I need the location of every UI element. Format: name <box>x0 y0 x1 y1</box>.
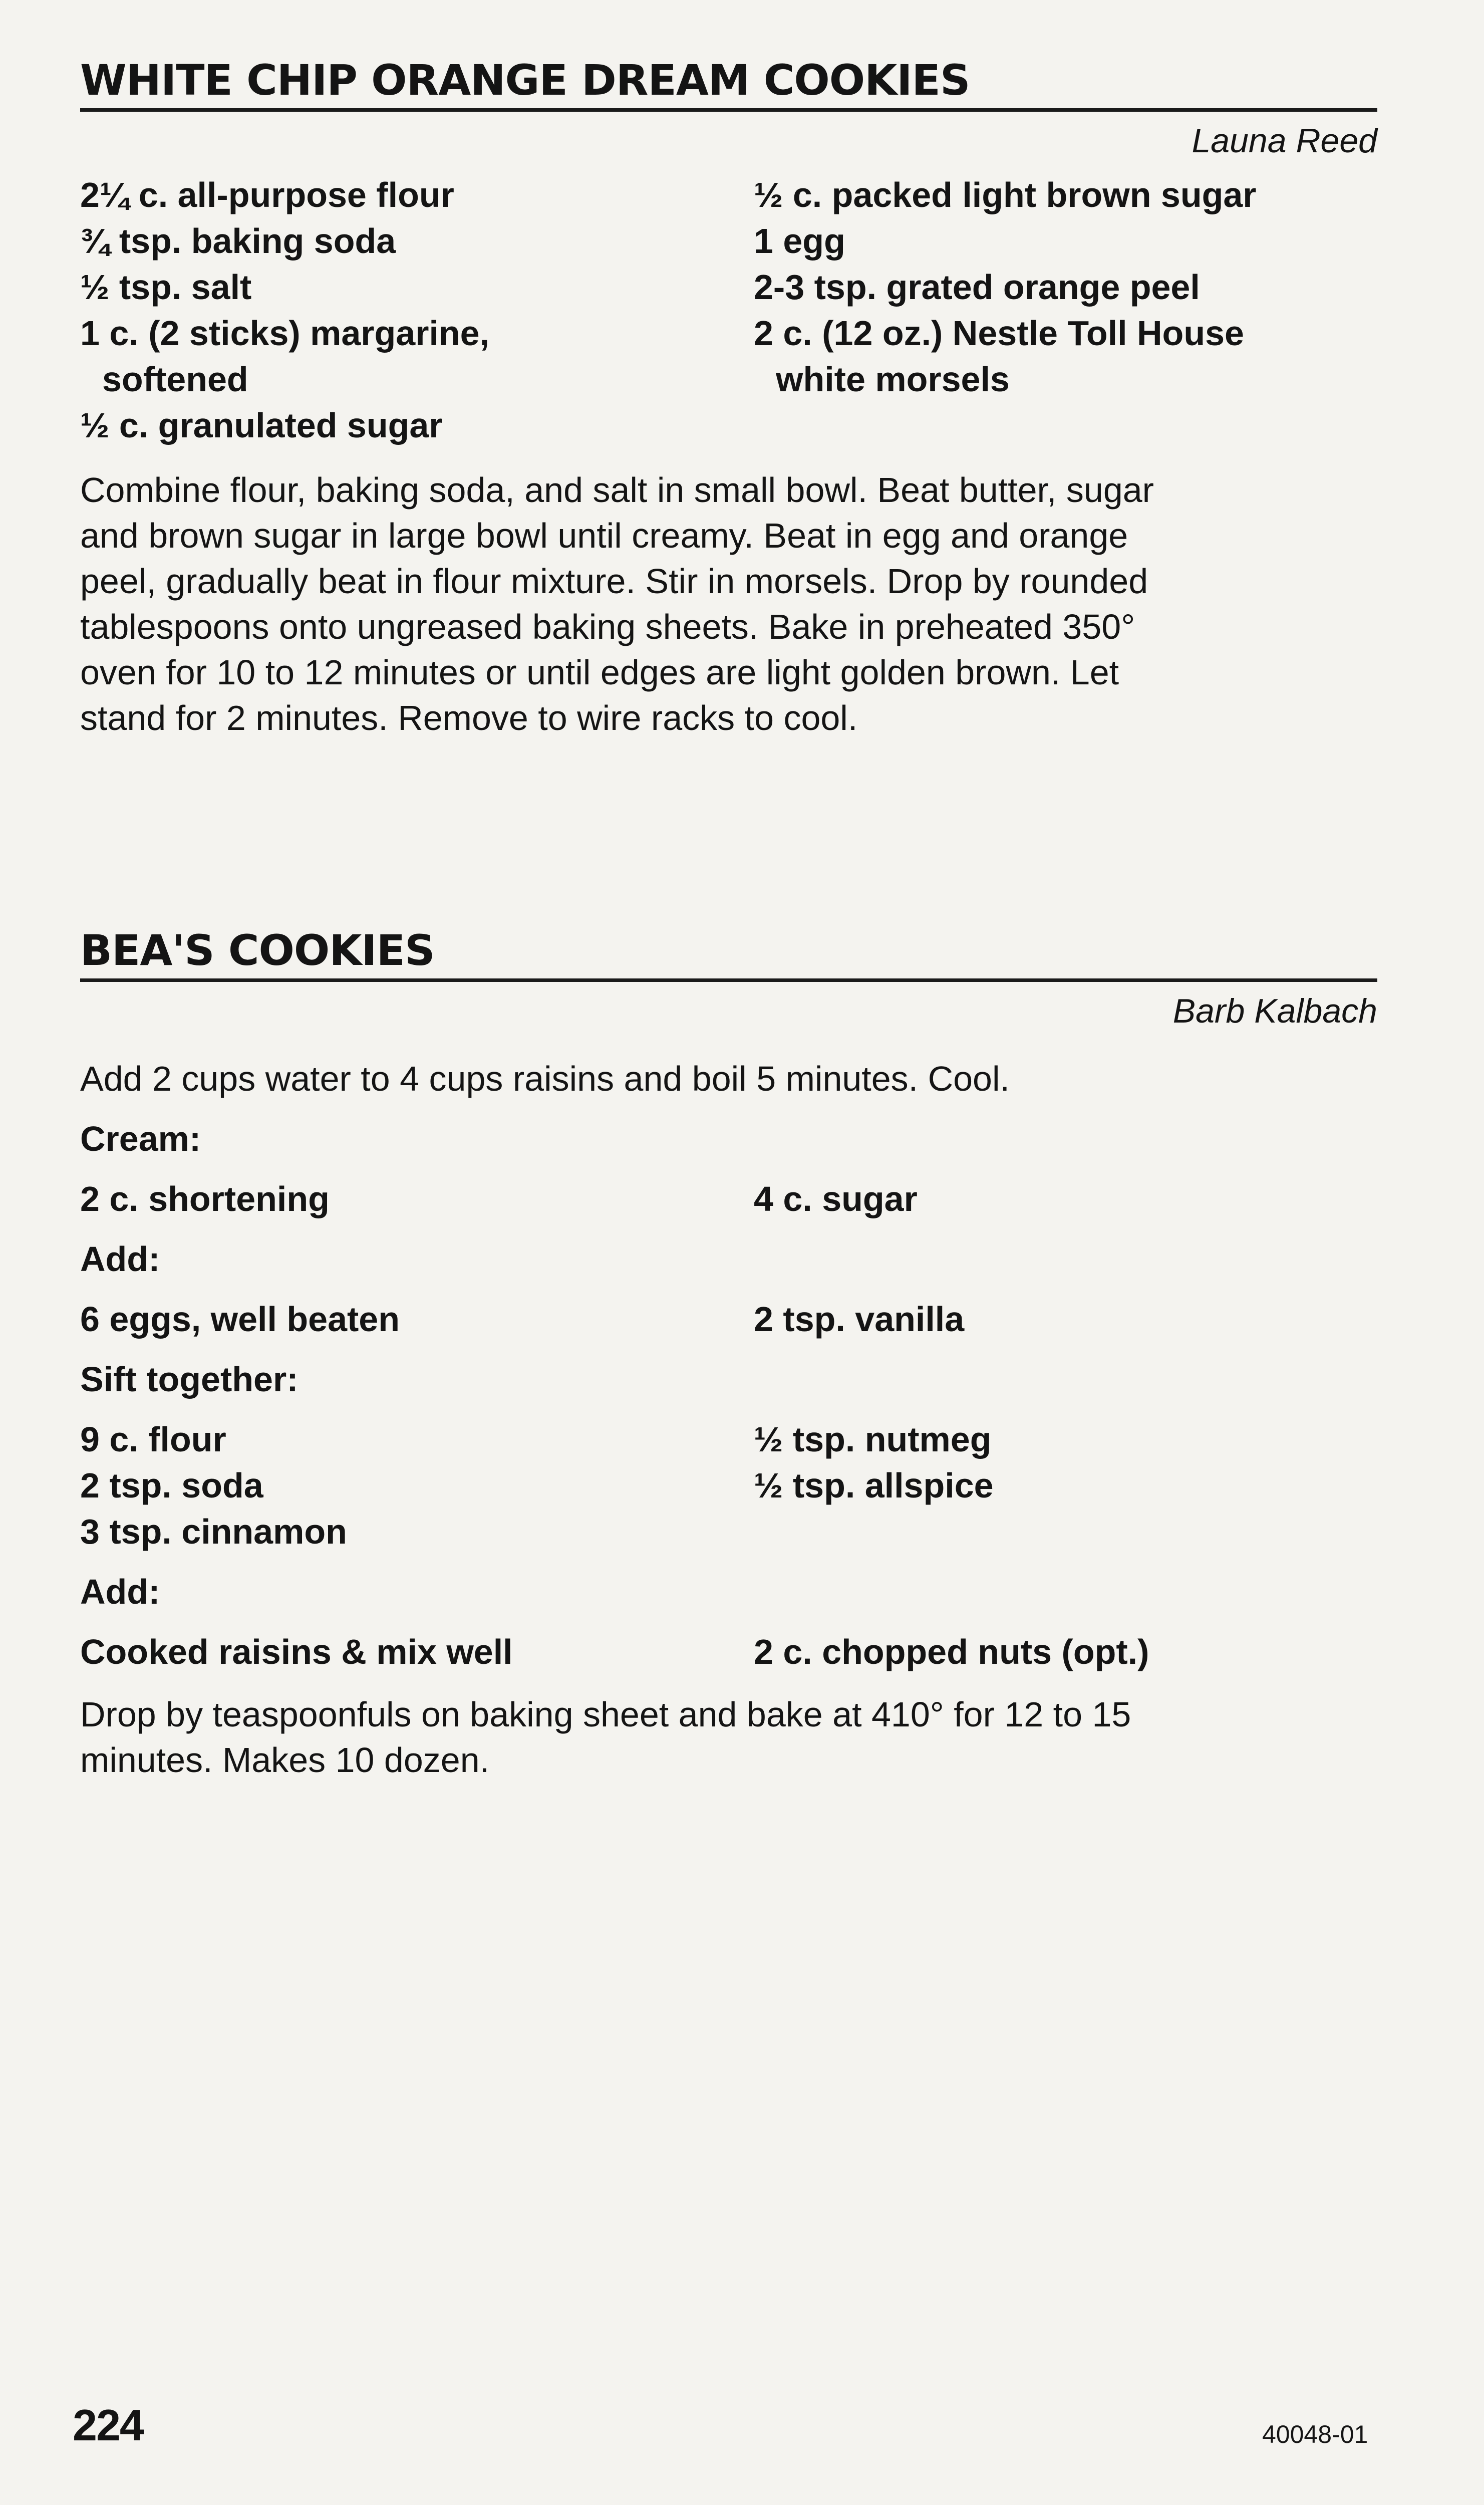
ingredient: 2 c. shortening <box>80 1179 330 1218</box>
recipe-intro: Add 2 cups water to 4 cups raisins and boil 5 minutes. Cool. <box>80 1059 1010 1098</box>
step-label-sift: Sift together: <box>80 1359 299 1399</box>
ingredient: 3 tsp. cinnamon <box>80 1512 347 1551</box>
ingredient-continuation: white morsels <box>776 359 1010 399</box>
add-2-ingredients <box>80 1629 1377 1675</box>
print-code: 40048-01 <box>1262 2420 1368 2448</box>
ingredient: 4 c. sugar <box>754 1179 918 1218</box>
ingredient: 2¼ c. all-purpose flour <box>80 175 454 214</box>
directions-line: peel, gradually beat in flour mixture. Stir in morsels. Drop by rounded <box>80 561 1148 601</box>
sift-ingredients <box>80 1416 1377 1555</box>
ingredient: ¾ tsp. baking soda <box>80 221 396 261</box>
sift-left-column <box>80 1416 754 1555</box>
ingredient: 9 c. flour <box>80 1419 226 1459</box>
ingredients-right-column <box>754 172 1377 448</box>
ingredient: ½ c. packed light brown sugar <box>754 175 1257 214</box>
ingredient: 1 egg <box>754 221 845 261</box>
recipe-author: Barb Kalbach <box>1172 992 1377 1030</box>
directions-line: tablespoons onto ungreased baking sheets. Bake in preheated 350° <box>80 607 1135 646</box>
recipe-beas-cookies <box>80 926 1377 1783</box>
add-ingredients <box>80 1296 1377 1342</box>
ingredient: ½ tsp. nutmeg <box>754 1419 992 1459</box>
ingredient: ½ tsp. salt <box>80 267 252 307</box>
recipe-title: WHITE CHIP ORANGE DREAM COOKIES <box>80 59 1377 112</box>
ingredient: 6 eggs, well beaten <box>80 1299 400 1339</box>
recipe-title: BEA'S COOKIES <box>80 929 1377 982</box>
directions-line: Combine flour, baking soda, and salt in small bowl. Beat butter, sugar <box>80 470 1154 510</box>
step-label-cream: Cream: <box>80 1119 201 1158</box>
ingredient: 2 tsp. vanilla <box>754 1299 965 1339</box>
page-number: 224 <box>73 2400 143 2450</box>
ingredients-left-column <box>80 172 754 448</box>
ingredients <box>80 172 1377 448</box>
directions-line: and brown sugar in large bowl until creamy. Beat in egg and orange <box>80 516 1128 555</box>
directions-line: stand for 2 minutes. Remove to wire racks to cool. <box>80 698 858 737</box>
recipe-directions <box>80 1692 1377 1783</box>
recipe-author: Launa Reed <box>1192 122 1377 160</box>
directions-line: oven for 10 to 12 minutes or until edges are light golden brown. Let <box>80 652 1119 692</box>
recipe-white-chip-orange-dream-cookies <box>80 56 1377 741</box>
directions-line: Drop by teaspoonfuls on baking sheet and bake at 410° for 12 to 15 <box>80 1694 1131 1734</box>
sift-right-column <box>754 1416 994 1555</box>
step-label-add-2: Add: <box>80 1572 160 1611</box>
ingredient: Cooked raisins & mix well <box>80 1632 513 1671</box>
recipe-directions <box>80 467 1377 741</box>
ingredient: 2 c. chopped nuts (opt.) <box>754 1632 1149 1671</box>
ingredient: 1 c. (2 sticks) margarine, <box>80 313 490 353</box>
directions-line: minutes. Makes 10 dozen. <box>80 1740 490 1780</box>
ingredient: ½ c. granulated sugar <box>80 405 443 445</box>
ingredient: 2 tsp. soda <box>80 1465 263 1505</box>
ingredient: 2 c. (12 oz.) Nestle Toll House <box>754 313 1244 353</box>
step-label-add: Add: <box>80 1239 160 1279</box>
ingredient-continuation: softened <box>102 359 248 399</box>
ingredient: ½ tsp. allspice <box>754 1465 994 1505</box>
cream-ingredients <box>80 1176 1377 1222</box>
ingredient: 2-3 tsp. grated orange peel <box>754 267 1200 307</box>
